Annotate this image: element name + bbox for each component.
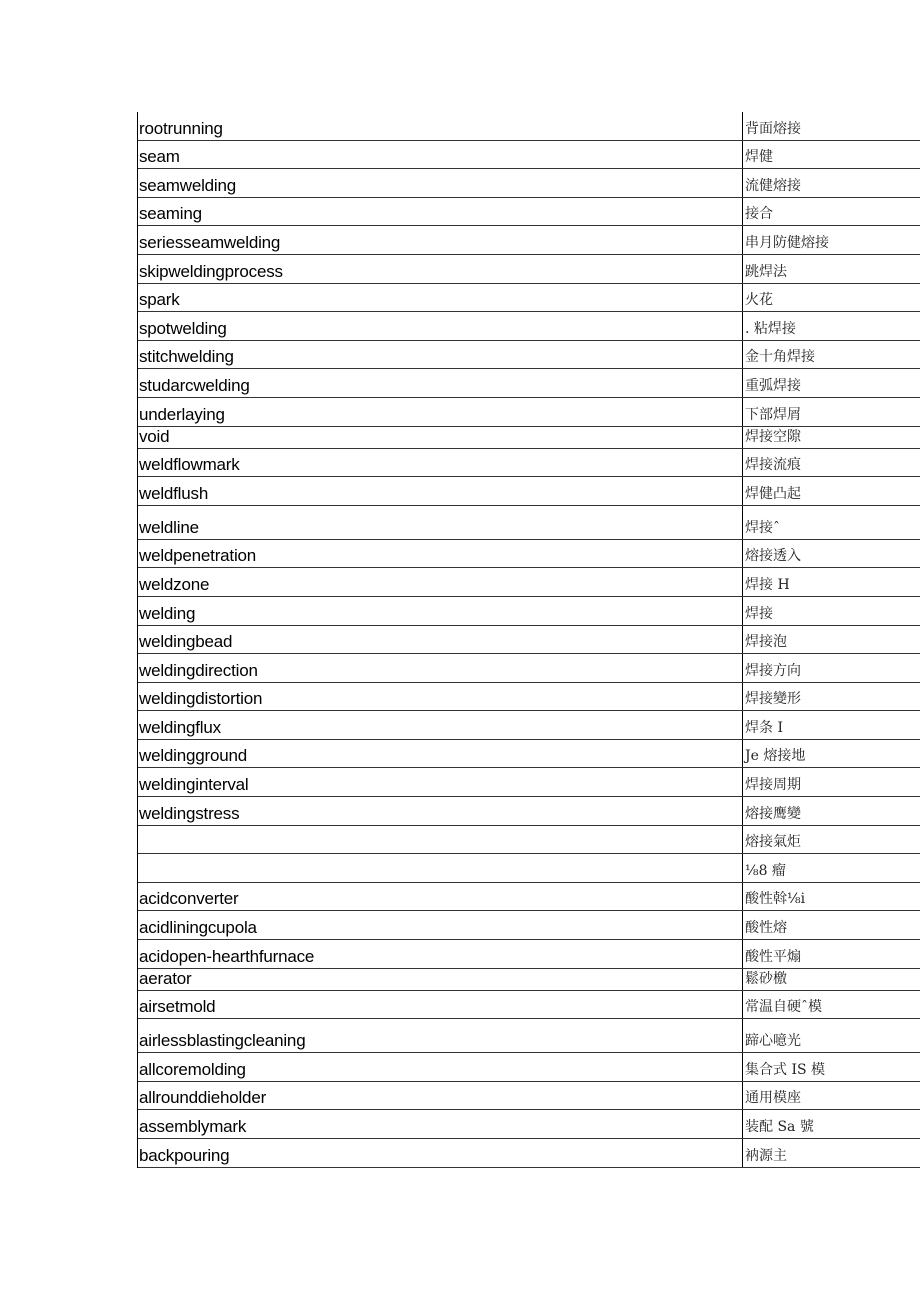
chinese-term: 装配 Sa 號	[742, 1110, 920, 1138]
table-row	[138, 1110, 920, 1139]
english-term: rootrunning	[139, 118, 223, 138]
chinese-term: Je 熔接地	[742, 740, 920, 768]
table-row	[138, 427, 920, 449]
english-term: weldingbead	[139, 632, 233, 652]
english-term: weldingflux	[139, 717, 221, 737]
table-row	[138, 312, 920, 341]
table-row	[138, 284, 920, 313]
english-term: stitchwelding	[139, 347, 234, 367]
table-row	[138, 740, 920, 769]
chinese-term: 焊接周期	[742, 768, 920, 796]
chinese-term: . 粘焊接	[742, 312, 920, 340]
english-term: weldingdirection	[139, 660, 258, 680]
glossary-table	[137, 112, 920, 1168]
chinese-term: ⅛8 瘤	[742, 854, 920, 882]
table-row	[138, 506, 920, 540]
english-term: allrounddieholder	[139, 1088, 267, 1108]
table-row	[138, 911, 920, 940]
table-row	[138, 1139, 920, 1168]
chinese-term: 背面熔接	[742, 112, 920, 140]
chinese-term: 焊条 I	[742, 711, 920, 739]
english-term: weldinginterval	[139, 775, 249, 795]
chinese-term: 熔接鹰變	[742, 797, 920, 825]
table-row	[138, 369, 920, 398]
english-term: welding	[139, 603, 196, 623]
english-term: studarcwelding	[139, 375, 250, 395]
chinese-term: 下部焊屑	[742, 398, 920, 426]
english-term: weldzone	[139, 574, 210, 594]
chinese-term: 流健熔接	[742, 169, 920, 197]
chinese-term: 焊健	[742, 141, 920, 169]
chinese-term: 焊接空隙	[742, 427, 920, 448]
table-row	[138, 940, 920, 969]
table-row	[138, 398, 920, 427]
table-row	[138, 654, 920, 683]
table-row	[138, 683, 920, 712]
chinese-term: 焊接ˆ	[742, 506, 920, 539]
chinese-term: 跳焊法	[742, 255, 920, 283]
table-row	[138, 477, 920, 506]
chinese-term: 酸性斡⅛i	[742, 883, 920, 911]
chinese-term: 衲源主	[742, 1139, 920, 1167]
table-row	[138, 112, 920, 141]
english-term: weldpenetration	[139, 546, 257, 566]
english-term: aerator	[139, 968, 192, 988]
english-term: airsetmold	[139, 997, 216, 1017]
table-row	[138, 711, 920, 740]
table-row	[138, 198, 920, 227]
english-term: spotwelding	[139, 318, 227, 338]
english-term: assemblymark	[139, 1117, 247, 1136]
english-term: seam	[139, 147, 180, 167]
table-row	[138, 341, 920, 370]
table-row	[138, 597, 920, 626]
table-row	[138, 626, 920, 655]
chinese-term: 焊健凸起	[742, 477, 920, 505]
table-row	[138, 797, 920, 826]
chinese-term: 鬆砂檄	[742, 969, 920, 990]
english-term	[138, 852, 742, 853]
english-term: weldline	[139, 517, 199, 537]
table-row	[138, 883, 920, 912]
chinese-term: 焊接	[742, 597, 920, 625]
table-row	[138, 854, 920, 883]
table-row	[138, 768, 920, 797]
english-term: underlaying	[139, 404, 225, 424]
table-row	[138, 449, 920, 478]
english-term: weldingdistortion	[139, 689, 263, 709]
english-term: backpouring	[139, 1145, 230, 1165]
chinese-term: 酸性平煽	[742, 940, 920, 968]
table-row	[138, 1053, 920, 1082]
english-term: weldflush	[139, 483, 209, 503]
english-term: spark	[139, 290, 180, 310]
english-term: acidopen-hearthfurnace	[139, 946, 315, 966]
english-term: airlessblastingcleaning	[139, 1031, 306, 1051]
table-row	[138, 226, 920, 255]
chinese-term: 焊接泡	[742, 626, 920, 654]
chinese-term: 熔接氣炬	[742, 826, 920, 854]
chinese-term: 金十角焊接	[742, 341, 920, 369]
english-term: seaming	[139, 204, 202, 224]
chinese-term: 酸性熔	[742, 911, 920, 939]
chinese-term: 集合式 IS 模	[742, 1053, 920, 1081]
table-row	[138, 141, 920, 170]
chinese-term: 蹄心噫光	[742, 1019, 920, 1052]
chinese-term: 重弧焊接	[742, 369, 920, 397]
table-row	[138, 1082, 920, 1111]
chinese-term: 火花	[742, 284, 920, 312]
chinese-term: 熔接透入	[742, 540, 920, 568]
table-row	[138, 540, 920, 569]
english-term: allcoremolding	[139, 1059, 246, 1079]
chinese-term: 串月防健熔接	[742, 226, 920, 254]
english-term: acidliningcupola	[139, 918, 257, 938]
english-term: weldingstress	[139, 803, 240, 823]
english-term: seriesseamwelding	[139, 232, 281, 252]
english-term: acidconverter	[139, 889, 239, 909]
chinese-term: 接合	[742, 198, 920, 226]
chinese-term: 通用模座	[742, 1082, 920, 1110]
english-term	[138, 881, 742, 882]
chinese-term: 常温自硬ˆ模	[742, 991, 920, 1019]
chinese-term: 焊接流痕	[742, 449, 920, 477]
table-row	[138, 826, 920, 855]
table-row	[138, 568, 920, 597]
english-term: void	[139, 426, 170, 446]
table-row	[138, 1019, 920, 1053]
table-row	[138, 991, 920, 1020]
english-term: skipweldingprocess	[139, 261, 283, 281]
chinese-term: 焊接方向	[742, 654, 920, 682]
table-row	[138, 969, 920, 991]
english-term: seamwelding	[139, 175, 237, 195]
english-term: weldingground	[139, 746, 247, 766]
chinese-term: 焊接變形	[742, 683, 920, 711]
table-row	[138, 255, 920, 284]
chinese-term: 焊接 H	[742, 568, 920, 596]
english-term: weldflowmark	[139, 455, 240, 475]
table-row	[138, 169, 920, 198]
